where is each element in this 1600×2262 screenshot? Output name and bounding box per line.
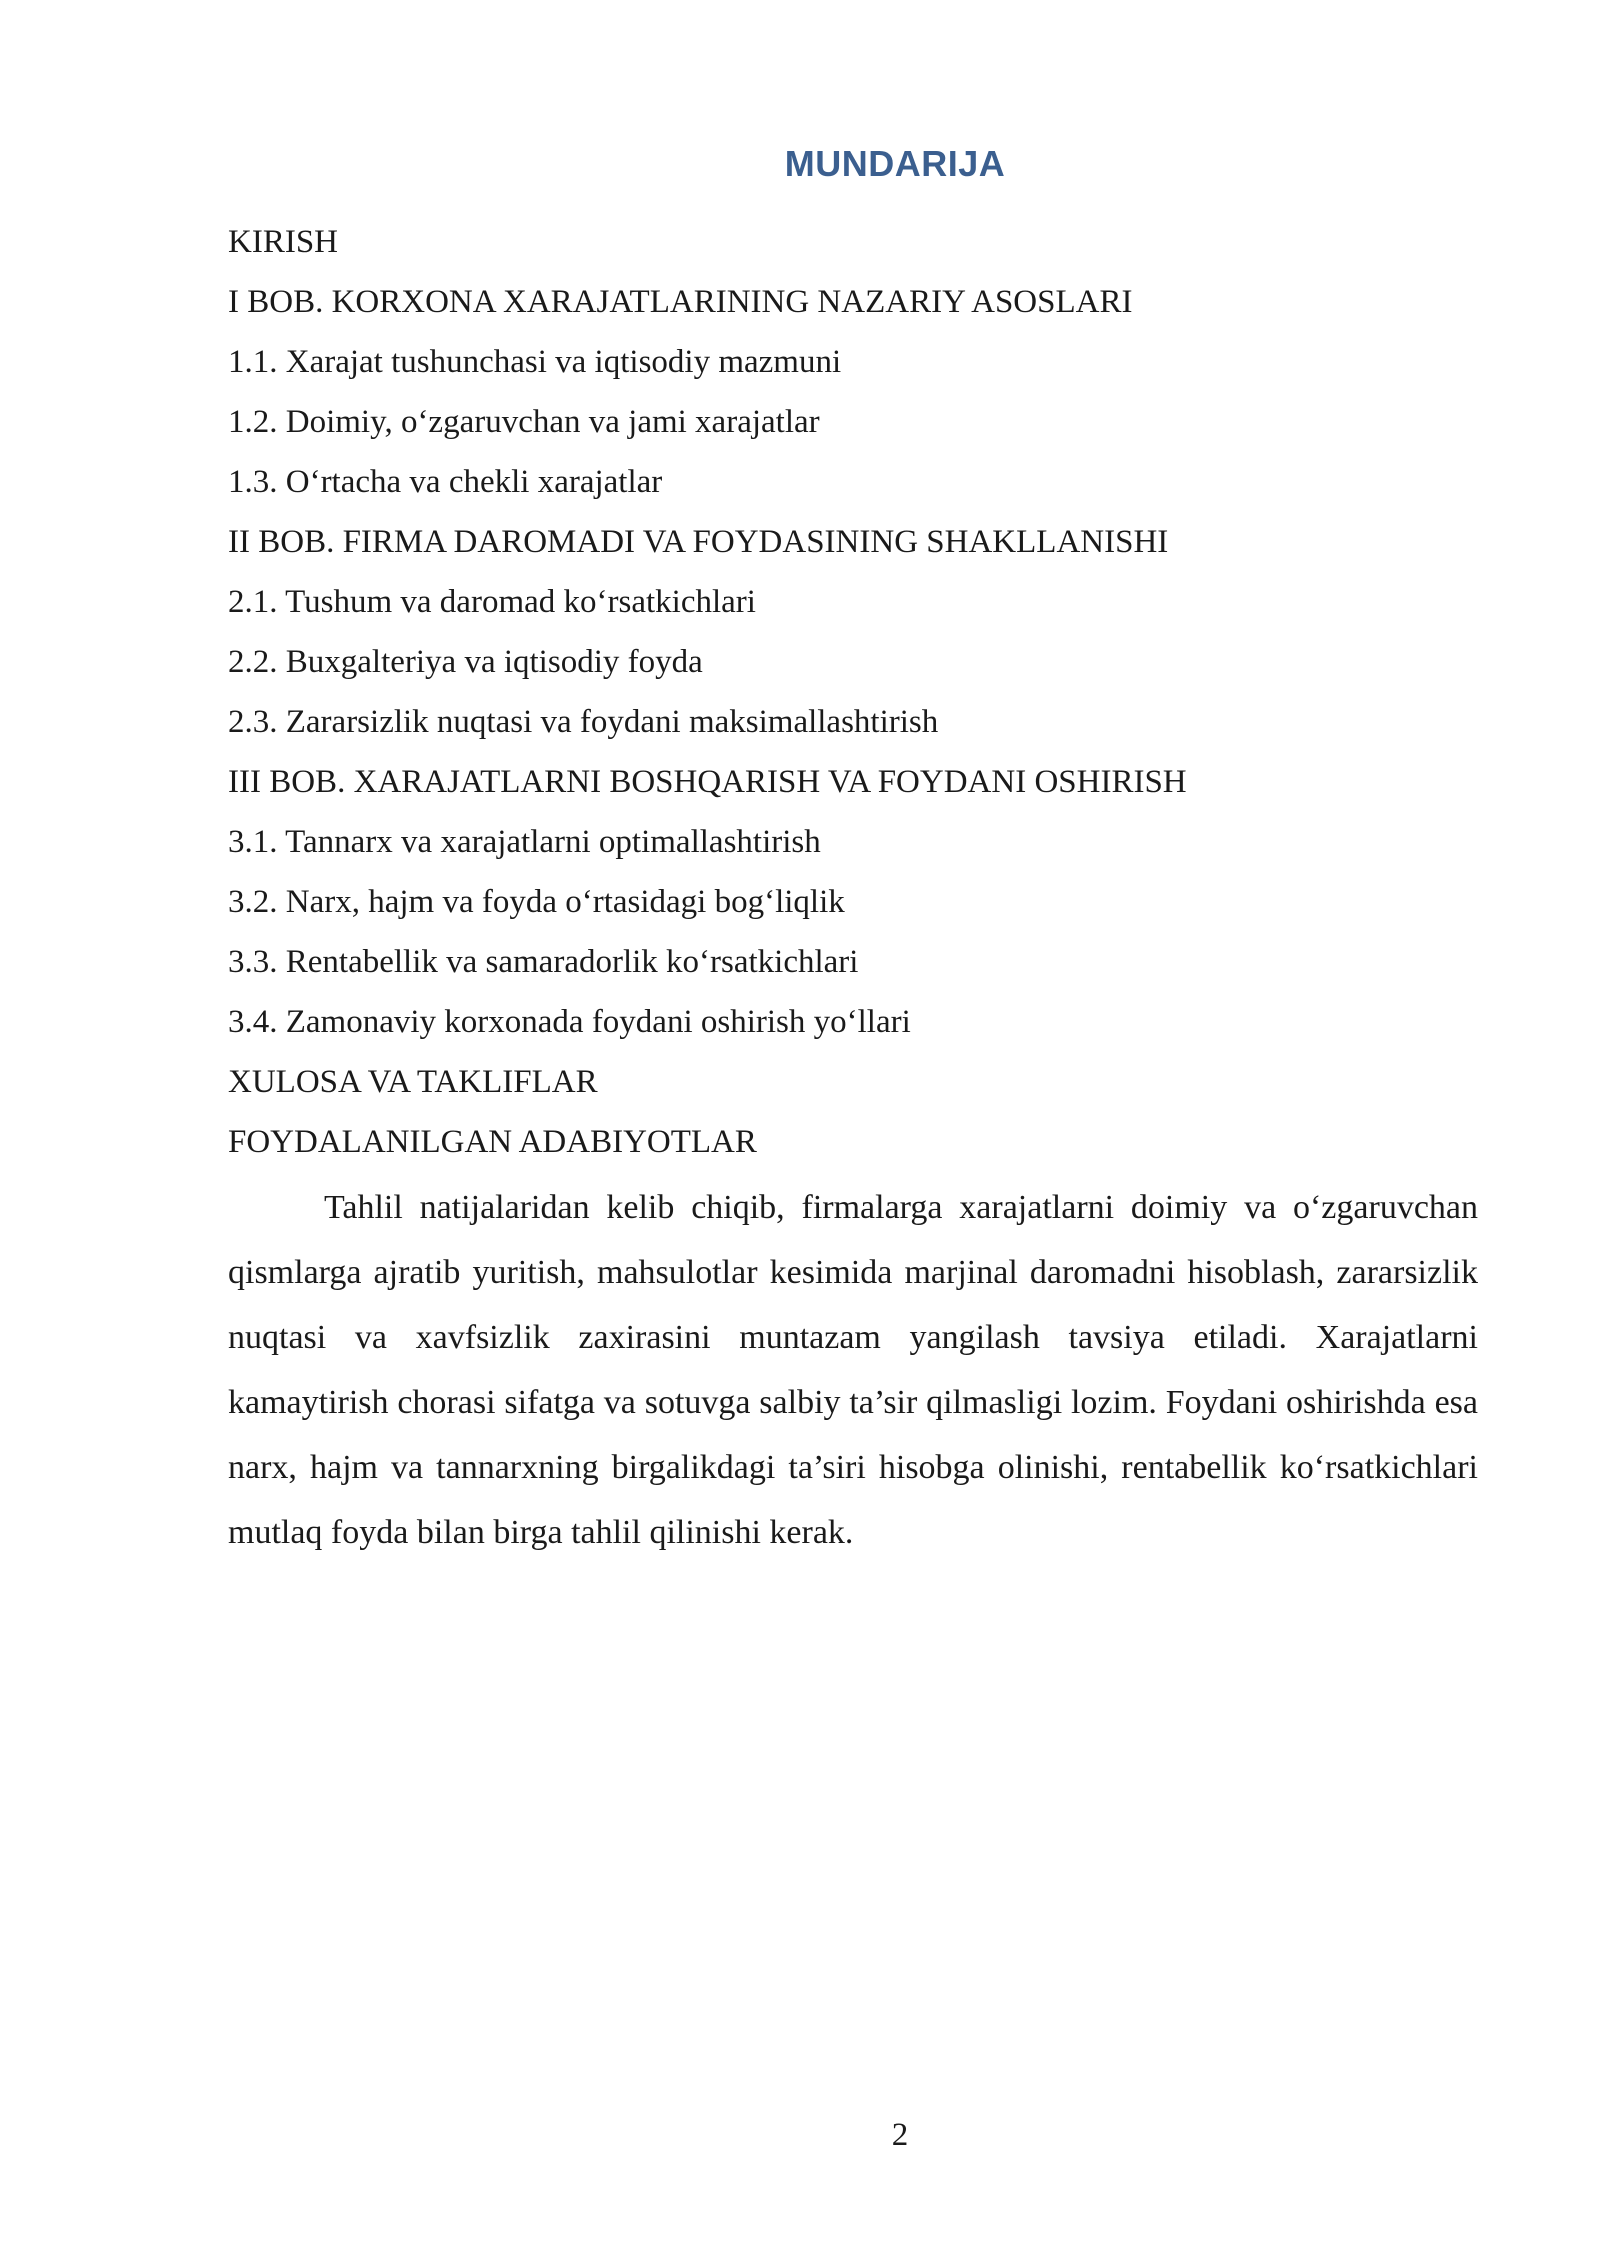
toc-entry-section-2-2: 2.2. Buxgalteriya va iqtisodiy foyda [228,644,703,680]
table-of-contents [228,212,1478,1172]
toc-entry-chapter-1: I BOB. KORXONA XARAJATLARINING NAZARIY ASOSLARI [228,284,1133,320]
toc-entry-section-2-1: 2.1. Tushum va daromad ko‘rsatkichlari [228,584,756,620]
toc-entry-section-3-4: 3.4. Zamonaviy korxonada foydani oshirish yo‘llari [228,1004,911,1040]
toc-entry-section-1-3: 1.3. O‘rtacha va chekli xarajatlar [228,464,663,500]
toc-entry-section-3-3: 3.3. Rentabellik va samaradorlik ko‘rsatkichlari [228,944,859,980]
toc-entry-section-2-3: 2.3. Zararsizlik nuqtasi va foydani maksimallashtirish [228,704,939,740]
page-title: MUNDARIJA [784,143,1006,184]
toc-entry-chapter-3: III BOB. XARAJATLARNI BOSHQARISH VA FOYDANI OSHIRISH [228,764,1187,800]
toc-entry-kirish: KIRISH [228,224,339,260]
page-number: 2 [891,2117,909,2153]
toc-entry-references: FOYDALANILGAN ADABIYOTLAR [228,1124,757,1160]
conclusion-paragraph: Tahlil natijalaridan kelib chiqib, firmalarga xarajatlarni doimiy va o‘zgaruvchan qismlarga ajratib yuritish, mahsulotlar kesimida marjinal daromadni hisoblash, zararsizlik nuqtasi va xavfsizlik zaxirasini muntazam yangilash tavsiya etiladi. Xarajatlarni kamaytirish chorasi sifatga va sotuvga salbiy ta’sir qilmasligi lozim. Foydani oshirishda esa narx, hajm va tannarxning birgalikdagi ta’siri hisobga olinishi, rentabellik ko‘rsatkichlari mutlaq foyda bilan birga tahlil qilinishi kerak. [228,1189,1478,1551]
toc-entry-section-1-1: 1.1. Xarajat tushunchasi va iqtisodiy mazmuni [228,344,842,380]
toc-entry-chapter-2: II BOB. FIRMA DAROMADI VA FOYDASINING SHAKLLANISHI [228,524,1169,560]
toc-entry-section-3-2: 3.2. Narx, hajm va foyda o‘rtasidagi bog‘liqlik [228,884,845,920]
toc-entry-conclusion: XULOSA VA TAKLIFLAR [228,1064,598,1100]
toc-entry-section-1-2: 1.2. Doimiy, o‘zgaruvchan va jami xarajatlar [228,404,820,440]
toc-entry-section-3-1: 3.1. Tannarx va xarajatlarni optimallashtirish [228,824,821,860]
